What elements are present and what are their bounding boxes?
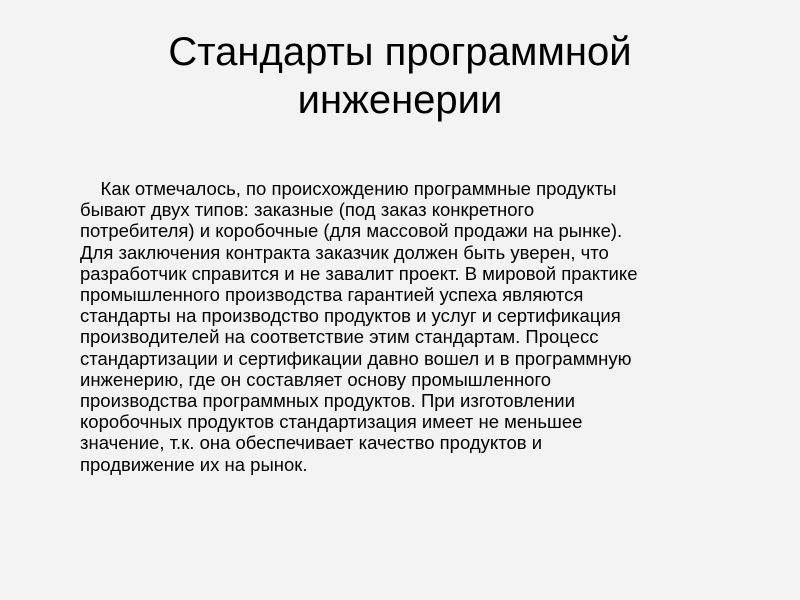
body-line: производства программных продуктов. При изготовлении xyxy=(80,390,575,412)
body-line: продвижение их на рынок. xyxy=(80,453,308,475)
body-line: производителей на соответствие этим стандартам. Процесс xyxy=(80,326,599,348)
body-line: бывают двух типов: заказные (под заказ конкретного xyxy=(80,199,535,221)
title-line: инженерии xyxy=(297,78,503,122)
body-line: Как отмечалось, по происхождению программные продукты xyxy=(80,178,617,199)
title-line: Стандарты программной xyxy=(168,30,632,74)
body-line: стандартизации и сертификации давно вошел и в программную xyxy=(80,347,632,369)
body-line: инженерию, где он составляет основу промышленного xyxy=(80,368,552,390)
body-line: потребителя) и коробочные (для массовой продажи на рынке). xyxy=(80,220,623,242)
body-line: стандарты на производство продуктов и услуг и сертификация xyxy=(80,305,621,327)
body-line: значение, т.к. она обеспечивает качество продуктов и xyxy=(80,432,543,454)
body-line: разработчик справится и не завалит проект. В мировой практике xyxy=(80,262,638,284)
body-line: промышленного производства гарантией успеха являются xyxy=(80,284,584,306)
slide-title xyxy=(0,28,800,124)
body-line: Для заключения контракта заказчик должен быть уверен, что xyxy=(80,241,609,263)
slide-body-text xyxy=(80,178,760,475)
body-line: коробочных продуктов стандартизация имеет не меньшее xyxy=(80,411,583,433)
